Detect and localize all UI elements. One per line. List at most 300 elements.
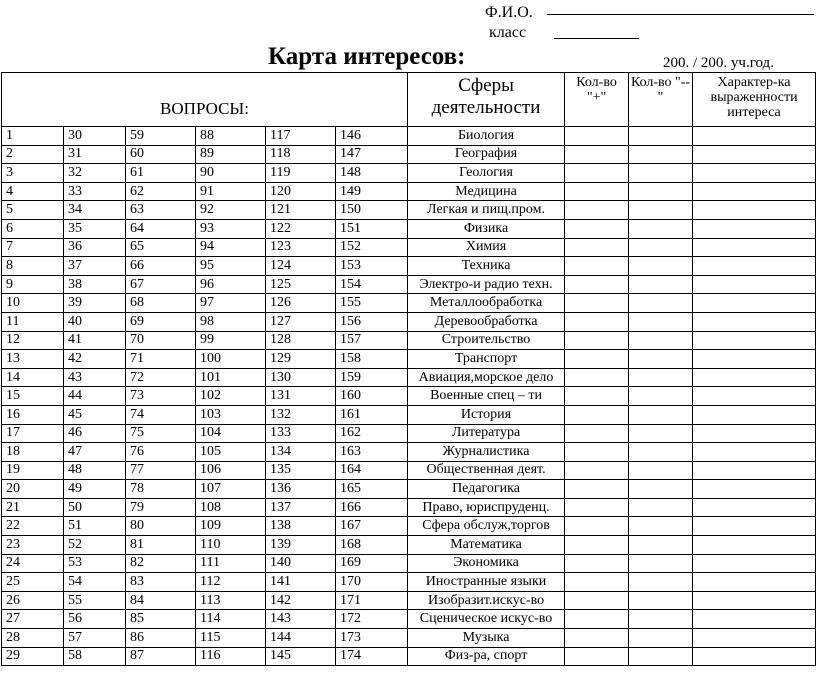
question-number-q6: 172: [336, 610, 408, 629]
minus-count-cell[interactable]: [629, 182, 693, 201]
table-row: [2, 201, 816, 220]
table-row: [2, 331, 816, 350]
interest-card-table: [1, 72, 816, 666]
expression-cell[interactable]: [693, 182, 816, 201]
table-row: [2, 350, 816, 369]
table-row: [2, 219, 816, 238]
sphere-name: Право, юриспруденц.: [408, 498, 565, 517]
minus-count-cell[interactable]: [629, 145, 693, 164]
question-number-q2: 44: [64, 387, 126, 406]
plus-count-cell[interactable]: [565, 275, 629, 294]
expression-cell[interactable]: [693, 145, 816, 164]
question-number-q1: 17: [2, 424, 64, 443]
question-number-q6: 157: [336, 331, 408, 350]
question-number-q5: 138: [266, 517, 336, 536]
plus-count-cell[interactable]: [565, 573, 629, 592]
question-number-q3: 66: [126, 257, 196, 276]
question-number-q4: 107: [196, 480, 266, 499]
expression-cell[interactable]: [693, 350, 816, 369]
question-number-q3: 82: [126, 554, 196, 573]
question-number-q4: 97: [196, 294, 266, 313]
expression-cell[interactable]: [693, 405, 816, 424]
plus-count-cell[interactable]: [565, 591, 629, 610]
question-number-q3: 87: [126, 647, 196, 666]
table-row: [2, 591, 816, 610]
plus-count-cell[interactable]: [565, 536, 629, 555]
sphere-name: Физика: [408, 219, 565, 238]
question-number-q2: 55: [64, 591, 126, 610]
question-number-q6: 150: [336, 201, 408, 220]
question-number-q3: 80: [126, 517, 196, 536]
sphere-name: Изобразит.искус-во: [408, 591, 565, 610]
question-number-q3: 68: [126, 294, 196, 313]
table-row: [2, 610, 816, 629]
question-number-q6: 155: [336, 294, 408, 313]
question-number-q6: 166: [336, 498, 408, 517]
question-number-q4: 109: [196, 517, 266, 536]
minus-count-cell[interactable]: [629, 238, 693, 257]
question-number-q4: 115: [196, 629, 266, 648]
school-year: 200. / 200. уч.год.: [663, 55, 774, 71]
question-number-q5: 137: [266, 498, 336, 517]
question-number-q4: 100: [196, 350, 266, 369]
minus-count-cell[interactable]: [629, 219, 693, 238]
question-number-q3: 70: [126, 331, 196, 350]
sphere-name: Военные спец – ти: [408, 387, 565, 406]
question-number-q2: 50: [64, 498, 126, 517]
question-number-q2: 42: [64, 350, 126, 369]
question-number-q2: 58: [64, 647, 126, 666]
minus-count-cell[interactable]: [629, 127, 693, 146]
question-number-q2: 47: [64, 443, 126, 462]
question-number-q3: 85: [126, 610, 196, 629]
minus-count-cell[interactable]: [629, 201, 693, 220]
question-number-q1: 14: [2, 368, 64, 387]
plus-count-cell[interactable]: [565, 424, 629, 443]
question-number-q3: 74: [126, 405, 196, 424]
question-number-q3: 78: [126, 480, 196, 499]
question-number-q1: 22: [2, 517, 64, 536]
question-number-q5: 118: [266, 145, 336, 164]
expression-cell[interactable]: [693, 610, 816, 629]
question-number-q1: 27: [2, 610, 64, 629]
question-number-q6: 147: [336, 145, 408, 164]
expression-cell[interactable]: [693, 238, 816, 257]
expression-cell[interactable]: [693, 368, 816, 387]
question-number-q5: 125: [266, 275, 336, 294]
minus-count-cell[interactable]: [629, 536, 693, 555]
table-row: [2, 536, 816, 555]
question-number-q2: 39: [64, 294, 126, 313]
plus-count-cell[interactable]: [565, 350, 629, 369]
plus-count-cell[interactable]: [565, 164, 629, 183]
minus-count-cell[interactable]: [629, 629, 693, 648]
table-row: [2, 164, 816, 183]
question-number-q6: 148: [336, 164, 408, 183]
question-number-q4: 92: [196, 201, 266, 220]
expression-cell[interactable]: [693, 591, 816, 610]
sphere-name: Металлообработка: [408, 294, 565, 313]
plus-count-cell[interactable]: [565, 461, 629, 480]
table-row: [2, 312, 816, 331]
expression-cell[interactable]: [693, 517, 816, 536]
question-number-q5: 122: [266, 219, 336, 238]
question-number-q5: 128: [266, 331, 336, 350]
question-number-q4: 96: [196, 275, 266, 294]
question-number-q3: 61: [126, 164, 196, 183]
table-row: [2, 554, 816, 573]
question-number-q1: 13: [2, 350, 64, 369]
plus-count-cell[interactable]: [565, 554, 629, 573]
question-number-q6: 151: [336, 219, 408, 238]
question-number-q4: 113: [196, 591, 266, 610]
expression-header: Характер-ка выраженности интереса: [693, 73, 816, 127]
question-number-q4: 112: [196, 573, 266, 592]
expression-cell[interactable]: [693, 554, 816, 573]
question-number-q1: 25: [2, 573, 64, 592]
question-number-q5: 129: [266, 350, 336, 369]
question-number-q1: 19: [2, 461, 64, 480]
question-number-q3: 86: [126, 629, 196, 648]
question-number-q6: 163: [336, 443, 408, 462]
question-number-q6: 164: [336, 461, 408, 480]
question-number-q2: 46: [64, 424, 126, 443]
plus-count-cell[interactable]: [565, 480, 629, 499]
expression-cell[interactable]: [693, 498, 816, 517]
expression-cell[interactable]: [693, 461, 816, 480]
sphere-name: Сценическое искус-во: [408, 610, 565, 629]
question-number-q1: 3: [2, 164, 64, 183]
minus-count-cell[interactable]: [629, 480, 693, 499]
question-number-q4: 88: [196, 127, 266, 146]
question-number-q4: 91: [196, 182, 266, 201]
class-underline: [554, 38, 639, 39]
plus-count-cell[interactable]: [565, 387, 629, 406]
question-number-q5: 136: [266, 480, 336, 499]
sphere-name: Иностранные языки: [408, 573, 565, 592]
question-number-q6: 168: [336, 536, 408, 555]
question-number-q2: 48: [64, 461, 126, 480]
plus-count-cell[interactable]: [565, 201, 629, 220]
minus-count-cell[interactable]: [629, 405, 693, 424]
plus-count-cell[interactable]: [565, 629, 629, 648]
sphere-name: Деревообработка: [408, 312, 565, 331]
question-number-q1: 29: [2, 647, 64, 666]
question-number-q5: 127: [266, 312, 336, 331]
question-number-q6: 167: [336, 517, 408, 536]
page-title: Карта интересов:: [268, 43, 466, 70]
question-number-q2: 38: [64, 275, 126, 294]
question-number-q5: 135: [266, 461, 336, 480]
sphere-name: Педагогика: [408, 480, 565, 499]
table-row: [2, 461, 816, 480]
question-number-q2: 35: [64, 219, 126, 238]
table-row: [2, 629, 816, 648]
expression-cell[interactable]: [693, 480, 816, 499]
table-row: [2, 275, 816, 294]
table-row: [2, 573, 816, 592]
sphere-name: Сфера обслуж,торгов: [408, 517, 565, 536]
minus-count-cell[interactable]: [629, 312, 693, 331]
question-number-q4: 99: [196, 331, 266, 350]
question-number-q5: 132: [266, 405, 336, 424]
question-number-q6: 165: [336, 480, 408, 499]
question-number-q6: 173: [336, 629, 408, 648]
expression-cell[interactable]: [693, 164, 816, 183]
minus-count-cell[interactable]: [629, 331, 693, 350]
minus-count-header: Кол-во "--": [629, 73, 693, 127]
question-number-q6: 160: [336, 387, 408, 406]
question-number-q3: 65: [126, 238, 196, 257]
plus-count-cell[interactable]: [565, 368, 629, 387]
question-number-q4: 89: [196, 145, 266, 164]
table-header-row: [2, 73, 816, 127]
question-number-q5: 126: [266, 294, 336, 313]
plus-count-cell[interactable]: [565, 405, 629, 424]
question-number-q5: 145: [266, 647, 336, 666]
question-number-q5: 121: [266, 201, 336, 220]
question-number-q3: 59: [126, 127, 196, 146]
plus-count-cell[interactable]: [565, 610, 629, 629]
question-number-q1: 7: [2, 238, 64, 257]
question-number-q4: 104: [196, 424, 266, 443]
question-number-q5: 117: [266, 127, 336, 146]
sphere-name: Журналистика: [408, 443, 565, 462]
expression-cell[interactable]: [693, 424, 816, 443]
question-number-q6: 174: [336, 647, 408, 666]
plus-count-cell[interactable]: [565, 219, 629, 238]
expression-cell[interactable]: [693, 219, 816, 238]
table-row: [2, 498, 816, 517]
question-number-q2: 31: [64, 145, 126, 164]
question-number-q3: 64: [126, 219, 196, 238]
question-number-q4: 95: [196, 257, 266, 276]
question-number-q2: 33: [64, 182, 126, 201]
question-number-q3: 63: [126, 201, 196, 220]
question-number-q6: 152: [336, 238, 408, 257]
question-number-q6: 146: [336, 127, 408, 146]
table-row: [2, 257, 816, 276]
expression-cell[interactable]: [693, 127, 816, 146]
question-number-q3: 62: [126, 182, 196, 201]
question-number-q1: 8: [2, 257, 64, 276]
plus-count-cell[interactable]: [565, 647, 629, 666]
sphere-name: Биология: [408, 127, 565, 146]
question-number-q1: 2: [2, 145, 64, 164]
question-number-q5: 124: [266, 257, 336, 276]
plus-count-cell[interactable]: [565, 294, 629, 313]
minus-count-cell[interactable]: [629, 647, 693, 666]
question-number-q6: 156: [336, 312, 408, 331]
question-number-q5: 142: [266, 591, 336, 610]
question-number-q2: 49: [64, 480, 126, 499]
question-number-q6: 159: [336, 368, 408, 387]
table-row: [2, 294, 816, 313]
question-number-q4: 108: [196, 498, 266, 517]
expression-cell[interactable]: [693, 257, 816, 276]
question-number-q4: 114: [196, 610, 266, 629]
question-number-q6: 154: [336, 275, 408, 294]
table-row: [2, 127, 816, 146]
table-row: [2, 405, 816, 424]
question-number-q5: 130: [266, 368, 336, 387]
expression-cell[interactable]: [693, 647, 816, 666]
sphere-name: Математика: [408, 536, 565, 555]
expression-cell[interactable]: [693, 387, 816, 406]
expression-cell[interactable]: [693, 275, 816, 294]
sphere-name: Геология: [408, 164, 565, 183]
table-row: [2, 480, 816, 499]
sphere-name: Литература: [408, 424, 565, 443]
table-row: [2, 424, 816, 443]
minus-count-cell[interactable]: [629, 275, 693, 294]
sphere-name: Авиация,морское дело: [408, 368, 565, 387]
minus-count-cell[interactable]: [629, 443, 693, 462]
plus-count-cell[interactable]: [565, 331, 629, 350]
question-number-q5: 141: [266, 573, 336, 592]
question-number-q5: 143: [266, 610, 336, 629]
sphere-name: Химия: [408, 238, 565, 257]
plus-count-cell[interactable]: [565, 312, 629, 331]
expression-cell[interactable]: [693, 201, 816, 220]
question-number-q3: 60: [126, 145, 196, 164]
minus-count-cell[interactable]: [629, 424, 693, 443]
question-number-q3: 71: [126, 350, 196, 369]
question-number-q4: 93: [196, 219, 266, 238]
sphere-name: Общественная деят.: [408, 461, 565, 480]
question-number-q4: 111: [196, 554, 266, 573]
question-number-q2: 37: [64, 257, 126, 276]
question-number-q4: 105: [196, 443, 266, 462]
question-number-q5: 134: [266, 443, 336, 462]
question-number-q3: 76: [126, 443, 196, 462]
minus-count-cell[interactable]: [629, 554, 693, 573]
question-number-q2: 32: [64, 164, 126, 183]
expression-cell[interactable]: [693, 536, 816, 555]
plus-count-cell[interactable]: [565, 145, 629, 164]
question-number-q4: 116: [196, 647, 266, 666]
spheres-header: Сферы деятельности: [408, 73, 565, 127]
plus-count-cell[interactable]: [565, 182, 629, 201]
plus-count-cell[interactable]: [565, 498, 629, 517]
sphere-name: Музыка: [408, 629, 565, 648]
minus-count-cell[interactable]: [629, 368, 693, 387]
minus-count-cell[interactable]: [629, 164, 693, 183]
table-row: [2, 647, 816, 666]
minus-count-cell[interactable]: [629, 573, 693, 592]
minus-count-cell[interactable]: [629, 610, 693, 629]
question-number-q1: 23: [2, 536, 64, 555]
sphere-name: Строительство: [408, 331, 565, 350]
question-number-q1: 28: [2, 629, 64, 648]
question-number-q4: 102: [196, 387, 266, 406]
question-number-q2: 43: [64, 368, 126, 387]
minus-count-cell[interactable]: [629, 591, 693, 610]
table-row: [2, 368, 816, 387]
minus-count-cell[interactable]: [629, 517, 693, 536]
question-number-q4: 90: [196, 164, 266, 183]
question-number-q6: 153: [336, 257, 408, 276]
question-number-q3: 72: [126, 368, 196, 387]
fio-underline: [547, 14, 814, 15]
question-number-q2: 36: [64, 238, 126, 257]
expression-cell[interactable]: [693, 629, 816, 648]
question-number-q6: 149: [336, 182, 408, 201]
question-number-q3: 83: [126, 573, 196, 592]
minus-count-cell[interactable]: [629, 498, 693, 517]
question-number-q1: 5: [2, 201, 64, 220]
minus-count-cell[interactable]: [629, 294, 693, 313]
question-number-q6: 158: [336, 350, 408, 369]
question-number-q1: 15: [2, 387, 64, 406]
table-row: [2, 387, 816, 406]
table-row: [2, 238, 816, 257]
question-number-q1: 6: [2, 219, 64, 238]
plus-count-header: Кол-во "+": [565, 73, 629, 127]
plus-count-cell[interactable]: [565, 238, 629, 257]
question-number-q1: 21: [2, 498, 64, 517]
minus-count-cell[interactable]: [629, 350, 693, 369]
expression-cell[interactable]: [693, 312, 816, 331]
minus-count-cell[interactable]: [629, 387, 693, 406]
question-number-q2: 40: [64, 312, 126, 331]
question-number-q2: 45: [64, 405, 126, 424]
question-number-q1: 26: [2, 591, 64, 610]
question-number-q1: 11: [2, 312, 64, 331]
question-number-q6: 170: [336, 573, 408, 592]
question-number-q5: 144: [266, 629, 336, 648]
sphere-name: Легкая и пищ.пром.: [408, 201, 565, 220]
table-row: [2, 182, 816, 201]
question-number-q1: 18: [2, 443, 64, 462]
question-number-q6: 169: [336, 554, 408, 573]
plus-count-cell[interactable]: [565, 443, 629, 462]
question-number-q2: 34: [64, 201, 126, 220]
minus-count-cell[interactable]: [629, 461, 693, 480]
question-number-q5: 133: [266, 424, 336, 443]
plus-count-cell[interactable]: [565, 517, 629, 536]
question-number-q1: 24: [2, 554, 64, 573]
expression-cell[interactable]: [693, 294, 816, 313]
question-number-q2: 51: [64, 517, 126, 536]
question-number-q6: 171: [336, 591, 408, 610]
sphere-name: Транспорт: [408, 350, 565, 369]
expression-cell[interactable]: [693, 443, 816, 462]
question-number-q6: 161: [336, 405, 408, 424]
sphere-name: Экономика: [408, 554, 565, 573]
question-number-q5: 139: [266, 536, 336, 555]
expression-cell[interactable]: [693, 331, 816, 350]
question-number-q1: 16: [2, 405, 64, 424]
question-number-q3: 67: [126, 275, 196, 294]
question-number-q2: 41: [64, 331, 126, 350]
plus-count-cell[interactable]: [565, 257, 629, 276]
table-row: [2, 145, 816, 164]
question-number-q3: 75: [126, 424, 196, 443]
question-number-q1: 1: [2, 127, 64, 146]
sphere-name: География: [408, 145, 565, 164]
plus-count-cell[interactable]: [565, 127, 629, 146]
question-number-q3: 81: [126, 536, 196, 555]
sphere-name: Техника: [408, 257, 565, 276]
question-number-q5: 119: [266, 164, 336, 183]
sphere-name: Медицина: [408, 182, 565, 201]
question-number-q3: 77: [126, 461, 196, 480]
minus-count-cell[interactable]: [629, 257, 693, 276]
question-number-q4: 98: [196, 312, 266, 331]
question-number-q3: 79: [126, 498, 196, 517]
expression-cell[interactable]: [693, 573, 816, 592]
